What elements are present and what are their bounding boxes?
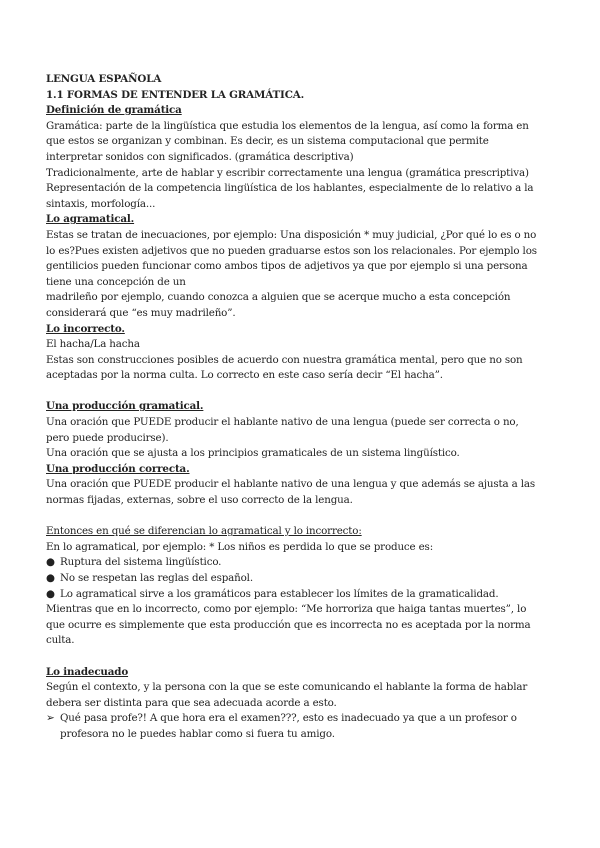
paragraph: Gramática: parte de la lingüística que estudia los elementos de la lengua, así como la forma en que estos se organizan y combinan. Es decir, es un sistema computacional que permite interpretar sonidos con significados. (gramática descriptiva)	[46, 119, 529, 163]
paragraph: Una oración que se ajusta a los principios gramaticales de un sistema lingüístico.	[46, 447, 460, 460]
heading-definicion: Definición de gramática	[46, 104, 182, 117]
paragraph: madrileño por ejemplo, cuando conozca a alguien que se acerque mucho a esta concepción considerará que “es muy madrileño”.	[46, 291, 511, 319]
paragraph: En lo agramatical, por ejemplo: * Los niños es perdida lo que se produce es:	[46, 540, 434, 553]
spacer	[46, 384, 540, 400]
heading-incorrecto: Lo incorrecto.	[46, 322, 125, 335]
spacer	[46, 509, 540, 525]
paragraph: El hacha/La hacha	[46, 338, 140, 351]
paragraph: Según el contexto, y la persona con la que se este comunicando el hablante la forma de hablar debera ser distinta para que sea adecuada acorde a esto.	[46, 681, 528, 709]
paragraph: Tradicionalmente, arte de hablar y escribir correctamente una lengua (gramática prescriptiva)	[46, 166, 529, 179]
paragraph: Una oración que PUEDE producir el hablante nativo de una lengua y que además se ajusta a las normas fijadas, externas, sobre el uso correcto de la lengua.	[46, 478, 536, 507]
heading-diferencias: Entonces en qué se diferencian lo agramatical y lo incorrecto:	[46, 525, 362, 538]
paragraph: Una oración que PUEDE producir el hablante nativo de una lengua (puede ser correcta o no, pero puede producirse).	[46, 416, 519, 444]
spacer	[46, 649, 540, 665]
bullet-icon: ●	[46, 572, 55, 584]
document-title: LENGUA ESPAÑOLA	[46, 73, 162, 85]
heading-agramatical: Lo agramatical.	[46, 213, 135, 226]
list-item: ● No se respetan las reglas del español.	[46, 571, 540, 587]
bullet-list	[46, 555, 540, 602]
paragraph: Representación de la competencia lingüística de los hablantes, especialmente de lo relativo a la sintaxis, morfología...	[46, 182, 534, 210]
heading-produccion-correcta: Una producción correcta.	[46, 462, 190, 475]
list-item: ● Ruptura del sistema lingüístico.	[46, 555, 540, 571]
heading-produccion-gramatical: Una producción gramatical.	[46, 400, 204, 413]
arrow-list	[46, 711, 540, 742]
paragraph: Estas se tratan de inecuaciones, por ejemplo: Una disposición * muy judicial, ¿Por qué lo es o no lo es?Pues existen adjetivos que no pueden graduarse estos son los relacionales. Por ejemplo los gentilicios pueden funcionar como ambos tipos de adjetivos ya que por ejemplo si una persona tiene una concepción de un	[46, 228, 537, 288]
arrow-bullet-icon: ➢	[46, 712, 55, 725]
list-item: ● Lo agramatical sirve a los gramáticos para establecer los límites de la gramaticalidad.	[46, 587, 540, 603]
list-item: ➢ Qué pasa profe?! A que hora era el examen???, esto es inadecuado ya que a un profesor o profesora no le puedes hablar como si fuera tu amigo.	[46, 712, 517, 740]
section-subtitle: 1.1 FORMAS DE ENTENDER LA GRAMÁTICA.	[46, 88, 305, 101]
bullet-icon: ●	[46, 587, 55, 600]
paragraph: Mientras que en lo incorrecto, como por ejemplo: “Me horroriza que haiga tantas muertes”, lo que ocurre es simplemente que esta producción que es incorrecta no es aceptada por la norma culta.	[46, 603, 531, 647]
paragraph: Estas son construcciones posibles de acuerdo con nuestra gramática mental, pero que no son aceptadas por la norma culta. Lo correcto en este caso sería decir “El hacha”.	[46, 353, 523, 382]
bullet-icon: ●	[46, 556, 55, 569]
heading-inadecuado: Lo inadecuado	[46, 665, 129, 678]
